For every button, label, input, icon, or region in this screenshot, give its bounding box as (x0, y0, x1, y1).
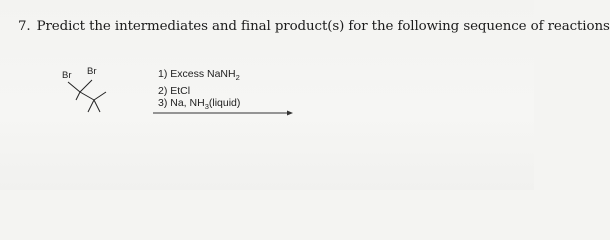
reaction-conditions (158, 68, 240, 114)
bond-br-left (68, 82, 80, 92)
condition-step-2: 2) EtCl (158, 84, 191, 97)
reaction-arrow (153, 109, 293, 117)
bond-c2-c5 (94, 100, 100, 112)
dibromide-structure (60, 66, 140, 126)
question-body: Predict the intermediates and final product(s) for the following sequence of reactions (36, 19, 610, 34)
bond-br-right (80, 80, 92, 92)
question-text (18, 19, 610, 34)
bond-c1-methyl (76, 92, 80, 100)
bromine-label-left: Br (62, 70, 72, 81)
bond-c1-c2 (80, 92, 94, 100)
condition-step-3: 3) Na, $NH_3(liquid)$ (158, 97, 241, 112)
bond-c2-c4 (88, 100, 94, 112)
bromine-label-right: Br (87, 66, 97, 77)
arrow-head-icon (287, 111, 293, 116)
condition-step-1: 1) Excess NaNH$_2$ (158, 68, 240, 83)
bond-c2-c3 (94, 92, 106, 100)
question-number: 7. (18, 19, 31, 34)
